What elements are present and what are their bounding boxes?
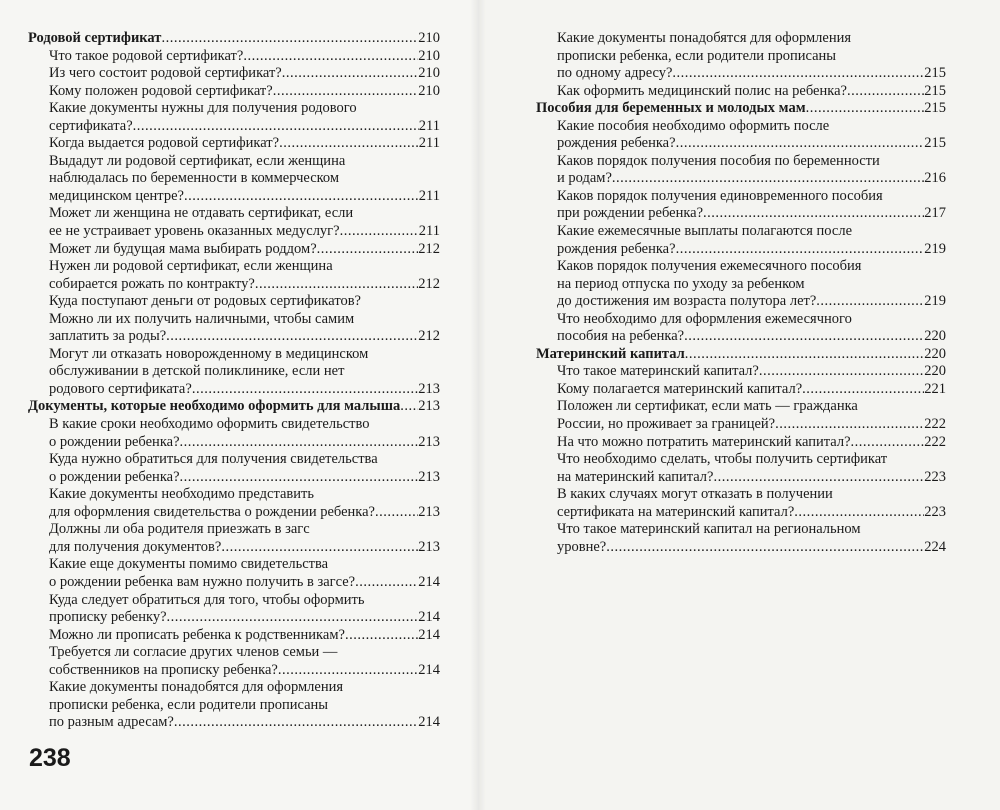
- toc-entry: [28, 293, 440, 346]
- toc-entry-line: Какие документы понадобятся для оформления: [557, 30, 852, 46]
- toc-entry: [536, 118, 946, 153]
- toc-entry: [536, 83, 946, 101]
- toc-entry-text: родового сертификата?: [49, 380, 192, 397]
- toc-entry-line: [536, 363, 946, 381]
- toc-entry-line: Какие документы необходимо представить: [49, 486, 314, 503]
- toc-entry-line: [28, 469, 440, 487]
- toc-entry: [28, 486, 440, 521]
- dot-leader: [273, 83, 419, 101]
- toc-page-number: 210: [418, 82, 440, 99]
- toc-page-number: 215: [924, 82, 946, 99]
- dot-leader: [606, 539, 924, 557]
- toc-entry-line: Что такое материнский капитал на региональном: [557, 521, 861, 538]
- toc-entry-line: [536, 170, 946, 188]
- toc-page-number: 215: [924, 100, 946, 117]
- dot-leader: [816, 293, 924, 311]
- dot-leader: [684, 328, 924, 346]
- toc-entry-text: о рождении ребенка вам нужно получить в загсе?: [49, 573, 356, 590]
- toc-page-number: 214: [418, 714, 440, 731]
- dot-leader: [847, 83, 924, 101]
- toc-entry-text: уровне?: [557, 538, 607, 555]
- dot-leader: [180, 434, 419, 452]
- toc-page-number: 214: [418, 609, 440, 626]
- toc-entry-text: Документы, которые необходимо оформить для малыша: [28, 398, 401, 415]
- dot-leader: [775, 416, 924, 434]
- toc-entry-line: Могут ли отказать новорожденному в медицинском: [49, 345, 369, 362]
- dot-leader: [192, 381, 418, 399]
- toc-entry-line: Каков порядок получения ежемесячного пособия: [557, 258, 862, 275]
- toc-entry-line: Каков порядок получения пособия по беременности: [557, 152, 880, 169]
- toc-entry-text: собственников на прописку ребенка?: [49, 661, 278, 678]
- toc-entry: [28, 679, 440, 732]
- dot-leader: [672, 65, 924, 83]
- dot-leader: [184, 188, 419, 206]
- toc-entry-line: [536, 539, 946, 557]
- toc-page-number: 211: [418, 135, 440, 152]
- toc-entry-line: [28, 504, 440, 522]
- toc-page-number: 216: [924, 170, 946, 187]
- toc-entry-text: пособия на ребенка?: [557, 328, 685, 345]
- toc-entry: [536, 188, 946, 223]
- toc-section-heading: [28, 30, 440, 48]
- toc-entry: [28, 135, 440, 153]
- toc-page-number: 213: [418, 380, 440, 397]
- toc-entry-line: [536, 205, 946, 223]
- toc-entry: [28, 48, 440, 66]
- toc-page-number: 219: [924, 240, 946, 257]
- toc-entry: [536, 381, 946, 399]
- dot-leader: [278, 662, 418, 680]
- toc-entry-line: [536, 381, 946, 399]
- page-number: 238: [29, 744, 71, 772]
- dot-leader: [612, 170, 924, 188]
- toc-page-number: 224: [924, 538, 946, 555]
- toc-entry-line: Какие ежемесячные выплаты полагаются после: [557, 223, 852, 240]
- dot-leader: [355, 574, 418, 592]
- toc-entry: [28, 451, 440, 486]
- toc-entry-text: Когда выдается родовой сертификат?: [49, 135, 280, 152]
- toc-page-number: 220: [924, 328, 946, 345]
- toc-entry-line: [28, 83, 440, 101]
- toc-entry-text: о рождении ребенка?: [49, 468, 180, 485]
- toc-page-number: 213: [418, 433, 440, 450]
- toc-entry-line: [28, 381, 440, 399]
- toc-entry-line: Куда поступают деньги от родовых сертификатов?: [49, 293, 361, 310]
- toc-page-number: 212: [418, 275, 440, 292]
- toc-entry-line: [536, 328, 946, 346]
- toc-entry: [28, 258, 440, 293]
- toc-page-number: 215: [924, 65, 946, 82]
- toc-entry-line: [536, 135, 946, 153]
- toc-entry-line: прописки ребенка, если родители прописаны: [557, 47, 837, 64]
- toc-entry-line: [28, 118, 440, 136]
- toc-page-number: 220: [924, 363, 946, 380]
- toc-entry-line: на период отпуска по уходу за ребенком: [557, 275, 805, 292]
- toc-entry: [536, 30, 946, 83]
- toc-entry-text: ее не устраивает уровень оказанных медуслуг?: [49, 223, 340, 240]
- toc-entry-line: В каких случаях могут отказать в получении: [557, 486, 833, 503]
- toc-page-number: 214: [418, 626, 440, 643]
- dot-leader: [685, 346, 925, 364]
- toc-entry-line: [28, 539, 440, 557]
- toc-entry-text: Из чего состоит родовой сертификат?: [49, 65, 282, 82]
- toc-entry-line: прописки ребенка, если родители прописаны: [49, 696, 329, 713]
- toc-entry: [28, 644, 440, 679]
- toc-page-number: 213: [418, 538, 440, 555]
- toc-entry-line: Требуется ли согласие других членов семьи —: [49, 644, 338, 661]
- dot-leader: [676, 135, 925, 153]
- toc-page-number: 213: [418, 468, 440, 485]
- toc-entry-line: [28, 627, 440, 645]
- dot-leader: [221, 539, 418, 557]
- dot-leader: [161, 30, 418, 48]
- toc-page-number: 221: [924, 380, 946, 397]
- toc-entry: [28, 83, 440, 101]
- toc-entry-text: для получения документов?: [49, 538, 222, 555]
- toc-entry-line: [28, 609, 440, 627]
- toc-entry-text: до достижения им возраста полутора лет?: [557, 293, 817, 310]
- toc-page-number: 212: [418, 328, 440, 345]
- toc-entry-text: России, но проживает за границей?: [557, 416, 776, 433]
- toc-entry-text: по одному адресу?: [557, 65, 673, 82]
- toc-entry-line: [28, 223, 440, 241]
- toc-entry-text: Кому полагается материнский капитал?: [557, 380, 803, 397]
- dot-leader: [317, 241, 419, 259]
- toc-entry-line: [28, 662, 440, 680]
- dot-leader: [400, 398, 418, 416]
- toc-entry-line: наблюдалась по беременности в коммерческом: [49, 170, 340, 187]
- toc-entry-text: Родовой сертификат: [28, 30, 162, 46]
- toc-entry: [536, 223, 946, 258]
- dot-leader: [703, 205, 924, 223]
- toc-page-number: 222: [924, 416, 946, 433]
- toc-entry-text: сертификата?: [49, 117, 133, 134]
- toc-entry-line: [536, 416, 946, 434]
- toc-entry: [28, 346, 440, 399]
- dot-leader: [282, 65, 419, 83]
- toc-entry: [28, 556, 440, 591]
- toc-entry-line: [536, 504, 946, 522]
- toc-entry: [28, 416, 440, 451]
- dot-leader: [174, 714, 418, 732]
- toc-entry-text: Материнский капитал: [536, 345, 685, 362]
- toc-entry-line: Куда следует обратиться для того, чтобы оформить: [49, 591, 365, 608]
- toc-entry-line: Каков порядок получения единовременного пособия: [557, 187, 883, 204]
- dot-leader: [794, 504, 924, 522]
- toc-entry-line: [536, 65, 946, 83]
- dot-leader: [167, 609, 419, 627]
- toc-entry: [28, 100, 440, 135]
- toc-entry-line: Куда нужно обратиться для получения свидетельства: [49, 451, 378, 468]
- book-gutter: [470, 0, 486, 810]
- toc-page-number: 213: [418, 398, 440, 415]
- toc-entry-text: Может ли будущая мама выбирать роддом?: [49, 240, 317, 257]
- toc-entry-line: [28, 328, 440, 346]
- dot-leader: [255, 276, 418, 294]
- toc-page-number: 210: [418, 65, 440, 82]
- dot-leader: [676, 241, 925, 259]
- toc-entry-text: при рождении ребенка?: [557, 205, 704, 222]
- toc-entry-line: [28, 714, 440, 732]
- dot-leader: [166, 328, 418, 346]
- toc-entry-line: [536, 241, 946, 259]
- toc-section-heading: [536, 100, 946, 118]
- toc-entry: [28, 205, 440, 240]
- toc-entry-line: [28, 65, 440, 83]
- toc-entry: [536, 434, 946, 452]
- toc-entry: [536, 486, 946, 521]
- toc-page-number: 223: [924, 468, 946, 485]
- toc-entry-text: На что можно потратить материнский капитал?: [557, 433, 851, 450]
- toc-entry-text: прописку ребенку?: [49, 609, 167, 626]
- toc-entry-line: Какие еще документы помимо свидетельства: [49, 556, 329, 573]
- toc-entry-text: медицинском центре?: [49, 187, 184, 204]
- toc-entry-text: Что такое родовой сертификат?: [49, 47, 244, 64]
- toc-entry-line: Можно ли их получить наличными, чтобы самим: [49, 310, 355, 327]
- toc-entry-text: для оформления свидетельства о рождении ребенка?: [49, 503, 375, 520]
- toc-entry-line: [28, 276, 440, 294]
- toc-entry-line: обслуживании в детской поликлинике, если нет: [49, 363, 345, 380]
- dot-leader: [806, 100, 925, 118]
- toc-entry-line: Какие документы понадобятся для оформления: [49, 679, 344, 696]
- toc-entry-line: Что необходимо сделать, чтобы получить сертификат: [557, 451, 888, 468]
- dot-leader: [851, 434, 925, 452]
- toc-entry-line: В какие сроки необходимо оформить свидетельство: [49, 416, 370, 433]
- toc-page-number: 223: [924, 503, 946, 520]
- toc-page-number: 210: [418, 47, 440, 64]
- toc-entry-text: заплатить за роды?: [49, 328, 167, 345]
- toc-entry-line: [28, 574, 440, 592]
- toc-entry: [28, 521, 440, 556]
- toc-left-column: [28, 30, 440, 732]
- toc-entry-text: о рождении ребенка?: [49, 433, 180, 450]
- toc-page-number: 214: [418, 573, 440, 590]
- toc-entry-text: на материнский капитал?: [557, 468, 714, 485]
- toc-entry-line: [536, 434, 946, 452]
- toc-entry: [28, 65, 440, 83]
- toc-right-column: [536, 30, 946, 556]
- toc-entry-line: [536, 100, 946, 118]
- toc-entry: [536, 311, 946, 346]
- toc-entry-text: сертификата на материнский капитал?: [557, 503, 795, 520]
- dot-leader: [375, 504, 418, 522]
- dot-leader: [243, 48, 418, 66]
- toc-entry-line: [28, 188, 440, 206]
- toc-section-heading: [28, 398, 440, 416]
- dot-leader: [180, 469, 419, 487]
- toc-entry: [536, 398, 946, 433]
- dot-leader: [340, 223, 419, 241]
- toc-entry-text: Пособия для беременных и молодых мам: [536, 100, 806, 117]
- toc-entry-line: Что необходимо для оформления ежемесячного: [557, 310, 852, 327]
- toc-entry-text: по разным адресам?: [49, 714, 174, 731]
- toc-entry-line: [536, 469, 946, 487]
- toc-entry-line: [536, 293, 946, 311]
- toc-entry-line: Выдадут ли родовой сертификат, если женщина: [49, 152, 346, 169]
- dot-leader: [713, 469, 924, 487]
- toc-page-number: 214: [418, 661, 440, 678]
- toc-entry-line: [28, 434, 440, 452]
- toc-page-number: 215: [924, 135, 946, 152]
- toc-entry-line: Должны ли оба родителя приезжать в загс: [49, 521, 310, 538]
- toc-entry-line: [28, 48, 440, 66]
- toc-section-heading: [536, 346, 946, 364]
- toc-entry-text: Что такое материнский капитал?: [557, 363, 759, 380]
- toc-entry-text: Как оформить медицинский полис на ребенка?: [557, 82, 847, 99]
- toc-entry: [28, 241, 440, 259]
- toc-entry-text: собирается рожать по контракту?: [49, 275, 255, 292]
- toc-entry: [536, 153, 946, 188]
- toc-entry-line: Нужен ли родовой сертификат, если женщина: [49, 258, 333, 275]
- toc-entry-text: Кому положен родовой сертификат?: [49, 82, 273, 99]
- toc-entry-line: [28, 398, 440, 416]
- toc-entry: [536, 363, 946, 381]
- toc-entry-line: Какие пособия необходимо оформить после: [557, 117, 830, 134]
- toc-entry-line: [28, 135, 440, 153]
- toc-page-number: 210: [418, 30, 440, 46]
- toc-page-number: 211: [418, 223, 440, 240]
- toc-page-number: 220: [924, 345, 946, 362]
- toc-entry-line: Может ли женщина не отдавать сертификат, если: [49, 205, 354, 222]
- toc-entry: [536, 521, 946, 556]
- dot-leader: [802, 381, 924, 399]
- toc-page-number: 213: [418, 503, 440, 520]
- toc-entry-line: Какие документы нужны для получения родового: [49, 100, 357, 117]
- dot-leader: [345, 627, 418, 645]
- toc-page-number: 217: [924, 205, 946, 222]
- toc-entry-line: [28, 30, 440, 48]
- toc-entry-text: рождения ребенка?: [557, 135, 676, 152]
- toc-entry: [536, 258, 946, 311]
- toc-entry-text: рождения ребенка?: [557, 240, 676, 257]
- toc-entry: [536, 451, 946, 486]
- toc-entry: [28, 153, 440, 206]
- toc-entry-line: [28, 241, 440, 259]
- toc-page-number: 222: [924, 433, 946, 450]
- toc-page-number: 211: [418, 117, 440, 134]
- toc-entry-line: Положен ли сертификат, если мать — гражданка: [557, 398, 858, 415]
- toc-entry-line: [536, 346, 946, 364]
- dot-leader: [279, 135, 419, 153]
- toc-page-number: 212: [418, 240, 440, 257]
- toc-entry-text: Можно ли прописать ребенка к родственникам?: [49, 626, 345, 643]
- dot-leader: [133, 118, 419, 136]
- toc-page-number: 211: [418, 187, 440, 204]
- toc-entry: [28, 627, 440, 645]
- toc-entry-line: [536, 83, 946, 101]
- toc-entry-text: и родам?: [557, 170, 612, 187]
- toc-page-number: 219: [924, 293, 946, 310]
- toc-entry: [28, 592, 440, 627]
- dot-leader: [759, 363, 924, 381]
